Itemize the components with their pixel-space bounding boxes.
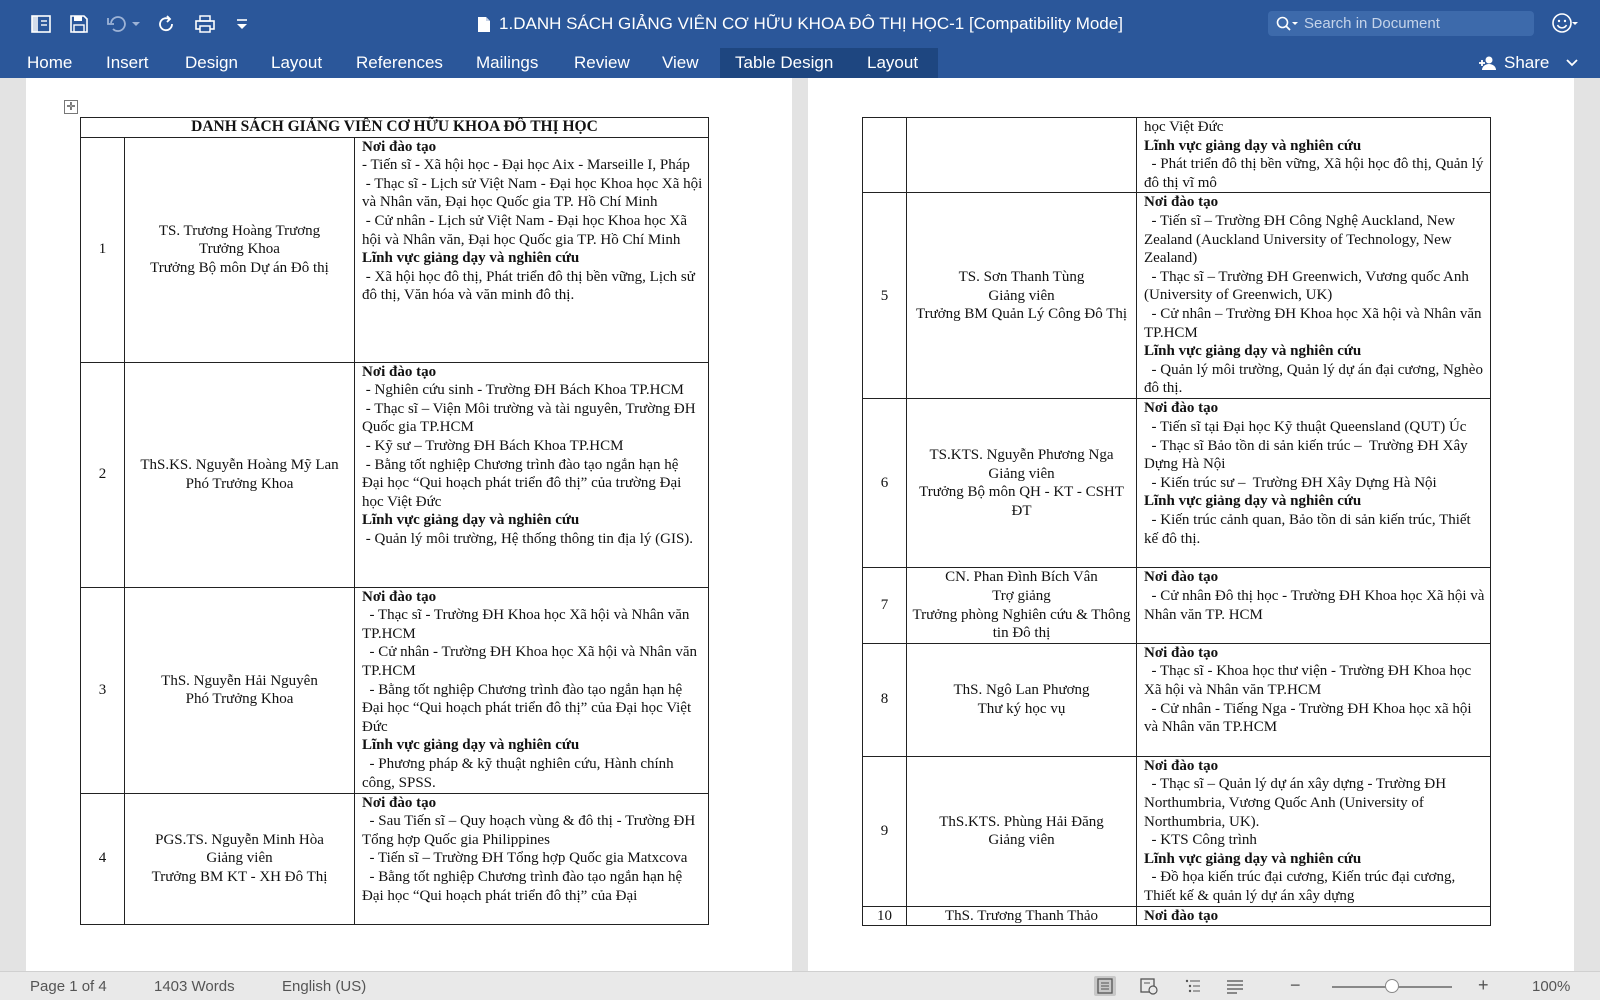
zoom-level[interactable]: 100%	[1532, 978, 1571, 995]
section-heading: Nơi đào tạo	[1144, 644, 1219, 661]
lecturer-name-cell[interactable]	[907, 906, 1137, 926]
detail-line: - Bằng tốt nghiệp Chương trình đào tạo ngắn hạn hệ Đại học “Qui hoạch phát triển đô thị” của Đại học Việt Đức	[362, 681, 695, 735]
detail-line: - Kỹ sư – Trường ĐH Bách Khoa TP.HCM	[362, 437, 624, 454]
detail-line: - Tiến sĩ – Trường ĐH Công Nghệ Auckland, New Zealand (Auckland University of Technology, New Zealand)	[1144, 212, 1459, 267]
training-details-cell[interactable]	[1137, 906, 1491, 926]
lecturer-name-line: ThS. Trương Thanh Thảo	[944, 907, 1099, 924]
detail-line: - Quản lý môi trường, Hệ thống thông tin địa lý (GIS).	[362, 530, 694, 547]
detail-line: - Kiến trúc cảnh quan, Bảo tồn di sản kiến trúc, Thiết kế đô thị.	[1144, 511, 1475, 547]
training-details-cell[interactable]	[1137, 193, 1491, 399]
lecturer-name-line: PGS.TS. Nguyễn Minh Hòa	[155, 831, 324, 848]
detail-line: - Sau Tiến sĩ – Quy hoạch vùng & đô thị - Trường ĐH Tổng hợp Quốc gia Philippines	[362, 813, 699, 848]
training-details-cell[interactable]	[1137, 118, 1491, 193]
row-number[interactable]	[863, 118, 907, 193]
lecturer-name-line: TS. Sơn Thanh Tùng	[958, 268, 1085, 285]
print-icon[interactable]	[192, 12, 218, 36]
detail-line: - Xã hội học đô thị, Phát triển đô thị bền vững, Lịch sử đô thị, Văn hóa và văn minh đô thị.	[362, 268, 699, 304]
add-person-icon	[1478, 55, 1498, 71]
detail-line: - Thạc sĩ Bảo tồn di sản kiến trúc – Trường ĐH Xây Dựng Hà Nội	[1144, 437, 1472, 473]
section-heading: Nơi đào tạo	[1144, 194, 1219, 211]
section-heading: Nơi đào tạo	[1144, 757, 1219, 774]
share-label: Share	[1504, 53, 1550, 72]
section-heading: Lĩnh vực giảng dạy và nghiên cứu	[1144, 343, 1362, 360]
lecturer-name-cell[interactable]	[907, 756, 1137, 906]
row-number[interactable]: 7	[863, 568, 907, 643]
lecturer-name-line: ThS.KS. Nguyễn Hoàng Mỹ Lan	[140, 457, 339, 473]
zoom-in-button[interactable]: +	[1478, 975, 1489, 995]
detail-line: - Tiến sĩ - Xã hội học - Đại học Aix - Marseille I, Pháp	[362, 157, 690, 174]
detail-line: - Cử nhân Đô thị học - Trường ĐH Khoa học Xã hội và Nhân văn TP. HCM	[1144, 587, 1489, 623]
undo-icon[interactable]	[104, 12, 142, 36]
training-details-cell[interactable]	[1137, 643, 1491, 756]
table-row	[81, 793, 709, 924]
training-details-cell[interactable]	[355, 793, 709, 924]
detail-line: học Việt Đức	[1144, 119, 1224, 135]
tab-review[interactable]: Review	[574, 53, 630, 72]
detail-line: - Cử nhân - Lịch sử Việt Nam - Đại học Khoa học Xã hội và Nhân văn, Đại học Quốc gia TP. Hồ Chí Minh	[362, 212, 691, 248]
tab-table-design[interactable]: Table Design	[735, 53, 834, 72]
section-heading: Lĩnh vực giảng dạy và nghiên cứu	[362, 250, 580, 267]
lecturer-name-line: CN. Phan Đình Bích Vân	[945, 569, 1098, 586]
feedback-smiley-icon[interactable]	[1552, 12, 1578, 36]
lecturer-name-line: Trợ giảng	[992, 587, 1051, 604]
detail-line: - Cử nhân - Trường ĐH Khoa học Xã hội và Nhân văn TP.HCM	[362, 644, 701, 679]
customize-icon[interactable]	[232, 12, 252, 36]
tab-table-layout[interactable]: Layout	[867, 53, 919, 72]
search-placeholder: Search in Document	[1304, 15, 1440, 32]
detail-line: - Tiến sĩ – Trường ĐH Tổng hợp Quốc gia Matxcova	[362, 850, 688, 867]
lecturer-name-line: Thư ký học vụ	[977, 700, 1066, 717]
section-heading: Nơi đào tạo	[362, 794, 437, 811]
training-details-cell[interactable]	[355, 137, 709, 362]
title-bar	[0, 0, 1600, 48]
section-heading: Lĩnh vực giảng dạy và nghiên cứu	[1144, 493, 1362, 510]
detail-line: - KTS Công trình	[1144, 832, 1257, 849]
tab-layout[interactable]: Layout	[271, 53, 323, 72]
detail-line: - Phương pháp & kỹ thuật nghiên cứu, Hành chính công, SPSS.	[362, 755, 678, 791]
lecturer-name-cell[interactable]	[907, 643, 1137, 756]
search-icon	[1276, 16, 1298, 32]
search-input[interactable]	[1268, 11, 1534, 36]
lecturer-name-line: Giảng viên	[988, 287, 1055, 304]
lecturer-name-line: ThS. Nguyễn Hải Nguyên	[161, 672, 318, 689]
training-details-cell[interactable]	[355, 362, 709, 587]
document-title: 1.DANH SÁCH GIẢNG VIÊN CƠ HỮU KHOA ĐÔ THỊ HỌC-1 [Compatibility Mode]	[499, 14, 1123, 33]
section-heading: Nơi đào tạo	[362, 363, 437, 380]
sidebar-icon[interactable]	[28, 12, 54, 36]
lecturer-name-line: Giảng viên	[206, 850, 273, 867]
page-count[interactable]: Page 1 of 4	[30, 978, 107, 995]
chevron-down-icon[interactable]	[1565, 58, 1579, 68]
lecturer-name-line: Trưởng Khoa	[199, 241, 280, 258]
detail-line: - Thạc sĩ – Viện Môi trường và tài nguyên, Trường ĐH Quốc gia TP.HCM	[362, 400, 700, 436]
tab-design[interactable]: Design	[185, 53, 238, 72]
lecturer-name-line: Trưởng Bộ môn Dự án Đô thị	[150, 259, 329, 276]
lecturer-table-page-1[interactable]	[80, 117, 709, 925]
tab-view[interactable]: View	[662, 53, 699, 72]
detail-line: - Kiến trúc sư – Trường ĐH Xây Dựng Hà Nội	[1144, 474, 1437, 491]
row-number[interactable]: 8	[863, 643, 907, 756]
detail-line: - Bằng tốt nghiệp Chương trình đào tạo ngắn hạn hệ Đại học “Qui hoạch phát triển đô thị” của Đại	[362, 868, 686, 904]
save-icon[interactable]	[66, 12, 92, 36]
row-number[interactable]: 6	[863, 399, 907, 568]
zoom-out-button[interactable]: −	[1290, 975, 1301, 995]
table-row	[863, 756, 1491, 906]
section-heading: Lĩnh vực giảng dạy và nghiên cứu	[1144, 850, 1362, 867]
share-button[interactable]	[1478, 48, 1579, 78]
section-heading: Nơi đào tạo	[362, 588, 437, 605]
lecturer-name-line: TS.KTS. Nguyễn Phương Nga	[929, 447, 1114, 464]
lecturer-name-cell[interactable]	[125, 362, 355, 587]
lecturer-name-cell[interactable]	[907, 193, 1137, 399]
detail-line: - Cử nhân – Trường ĐH Khoa học Xã hội và Nhân văn TP.HCM	[1144, 305, 1485, 341]
word-count[interactable]: 1403 Words	[154, 978, 235, 995]
training-details-cell[interactable]	[1137, 756, 1491, 906]
detail-line: - Bằng tốt nghiệp Chương trình đào tạo ngắn hạn hệ Đại học “Qui hoạch phát triển đô thị” của trường Đại học Việt Đức	[362, 456, 686, 510]
web-layout-view-icon[interactable]	[1138, 976, 1160, 996]
row-number[interactable]: 5	[863, 193, 907, 399]
lecturer-name-line: ThS. Ngô Lan Phương	[953, 682, 1090, 699]
detail-line: - Tiến sĩ tại Đại học Kỹ thuật Queensland (QUT) Úc	[1144, 418, 1467, 435]
section-heading: Lĩnh vực giảng dạy và nghiên cứu	[362, 737, 580, 754]
row-number[interactable]: 10	[863, 906, 907, 926]
lecturer-name-line: Giảng viên	[988, 832, 1055, 849]
detail-line: - Thạc sĩ – Trường ĐH Greenwich, Vương quốc Anh (University of Greenwich, UK)	[1144, 268, 1473, 304]
lecturer-name-cell[interactable]	[125, 793, 355, 924]
lecturer-name-line: Trưởng phòng Nghiên cứu & Thông tin Đô thị	[912, 606, 1135, 642]
table-row	[863, 643, 1491, 756]
lecturer-name-line: Phó Trưởng Khoa	[185, 691, 294, 708]
table-row	[863, 118, 1491, 193]
detail-line: - Nghiên cứu sinh - Trường ĐH Bách Khoa TP.HCM	[362, 382, 684, 399]
outline-view-icon[interactable]	[1182, 976, 1204, 996]
lecturer-name-line: TS. Trương Hoàng Trương	[158, 222, 321, 239]
tab-home[interactable]: Home	[27, 53, 73, 72]
table-row	[863, 193, 1491, 399]
table-title: DANH SÁCH GIẢNG VIÊN CƠ HỮU KHOA ĐÔ THỊ HỌC	[81, 118, 709, 138]
section-heading: Nơi đào tạo	[1144, 569, 1219, 586]
lecturer-name-line: Trưởng Bộ môn QH - KT - CSHT ĐT	[919, 484, 1128, 519]
row-number[interactable]: 1	[81, 137, 125, 362]
print-layout-view-icon[interactable]	[1094, 976, 1116, 996]
table-row	[81, 137, 709, 362]
lecturer-name-cell[interactable]	[907, 568, 1137, 643]
zoom-slider-thumb[interactable]	[1385, 979, 1399, 993]
detail-line: - Thạc sĩ – Quản lý dự án xây dựng - Trường ĐH Northumbria, Vương Quốc Anh (University of Northumbria, UK).	[1144, 776, 1450, 830]
section-heading: Nơi đào tạo	[1144, 907, 1219, 924]
draft-view-icon[interactable]	[1224, 976, 1246, 996]
section-heading: Nơi đào tạo	[362, 138, 437, 155]
lecturer-name-line: Phó Trưởng Khoa	[185, 475, 294, 492]
lecturer-name-cell[interactable]	[907, 399, 1137, 568]
detail-line: - Thạc sĩ - Trường ĐH Khoa học Xã hội và Nhân văn TP.HCM	[362, 607, 693, 642]
table-row	[863, 399, 1491, 568]
lecturer-name-line: Trưởng BM Quản Lý Công Đô Thị	[915, 306, 1128, 323]
lecturer-name-line: Giảng viên	[988, 465, 1055, 482]
table-row	[81, 362, 709, 587]
row-number[interactable]: 3	[81, 587, 125, 793]
section-heading: Lĩnh vực giảng dạy và nghiên cứu	[1144, 137, 1362, 154]
lecturer-name-line: ThS.KTS. Phùng Hải Đăng	[939, 813, 1104, 830]
table-row	[863, 568, 1491, 643]
detail-line: - Cử nhân - Tiếng Nga - Trường ĐH Khoa học xã hội và Nhân văn TP.HCM	[1144, 700, 1476, 736]
detail-line: - Thạc sĩ - Lịch sử Việt Nam - Đại học Khoa học Xã hội và Nhân văn, Đại học Quốc gia TP. Hồ Chí Minh	[362, 175, 707, 211]
lecturer-table-page-2[interactable]	[862, 117, 1491, 926]
table-move-handle-icon[interactable]: ✛	[64, 100, 78, 114]
redo-icon[interactable]	[154, 12, 180, 36]
table-row	[863, 906, 1491, 926]
document-canvas[interactable]	[0, 78, 1600, 971]
tab-mailings[interactable]: Mailings	[476, 53, 539, 72]
status-bar	[0, 971, 1600, 1000]
lecturer-name-cell[interactable]	[125, 587, 355, 793]
document-icon	[477, 16, 491, 33]
section-heading: Nơi đào tạo	[1144, 400, 1219, 417]
row-number[interactable]: 2	[81, 362, 125, 587]
table-row	[81, 587, 709, 793]
row-number[interactable]: 9	[863, 756, 907, 906]
training-details-cell[interactable]	[355, 587, 709, 793]
lecturer-name-cell[interactable]	[907, 118, 1137, 193]
language-indicator[interactable]: English (US)	[282, 978, 367, 995]
detail-line: - Đồ họa kiến trúc đại cương, Kiến trúc đại cương, Thiết kế & quản lý dự án xây dựng	[1144, 869, 1459, 904]
tab-references[interactable]: References	[356, 53, 443, 72]
training-details-cell[interactable]	[1137, 568, 1491, 643]
detail-line: - Quản lý môi trường, Quản lý dự án đại cương, Nghèo đô thị.	[1144, 361, 1487, 397]
training-details-cell[interactable]	[1137, 399, 1491, 568]
row-number[interactable]: 4	[81, 793, 125, 924]
section-heading: Lĩnh vực giảng dạy và nghiên cứu	[362, 512, 580, 529]
detail-line: - Thạc sĩ - Khoa học thư viện - Trường ĐH Khoa học Xã hội và Nhân văn TP.HCM	[1144, 663, 1475, 698]
detail-line: - Phát triển đô thị bền vững, Xã hội học đô thị, Quản lý đô thị vĩ mô	[1144, 156, 1488, 191]
lecturer-name-line: Trưởng BM KT - XH Đô Thị	[151, 868, 328, 885]
tab-insert[interactable]: Insert	[106, 53, 149, 72]
lecturer-name-cell[interactable]	[125, 137, 355, 362]
